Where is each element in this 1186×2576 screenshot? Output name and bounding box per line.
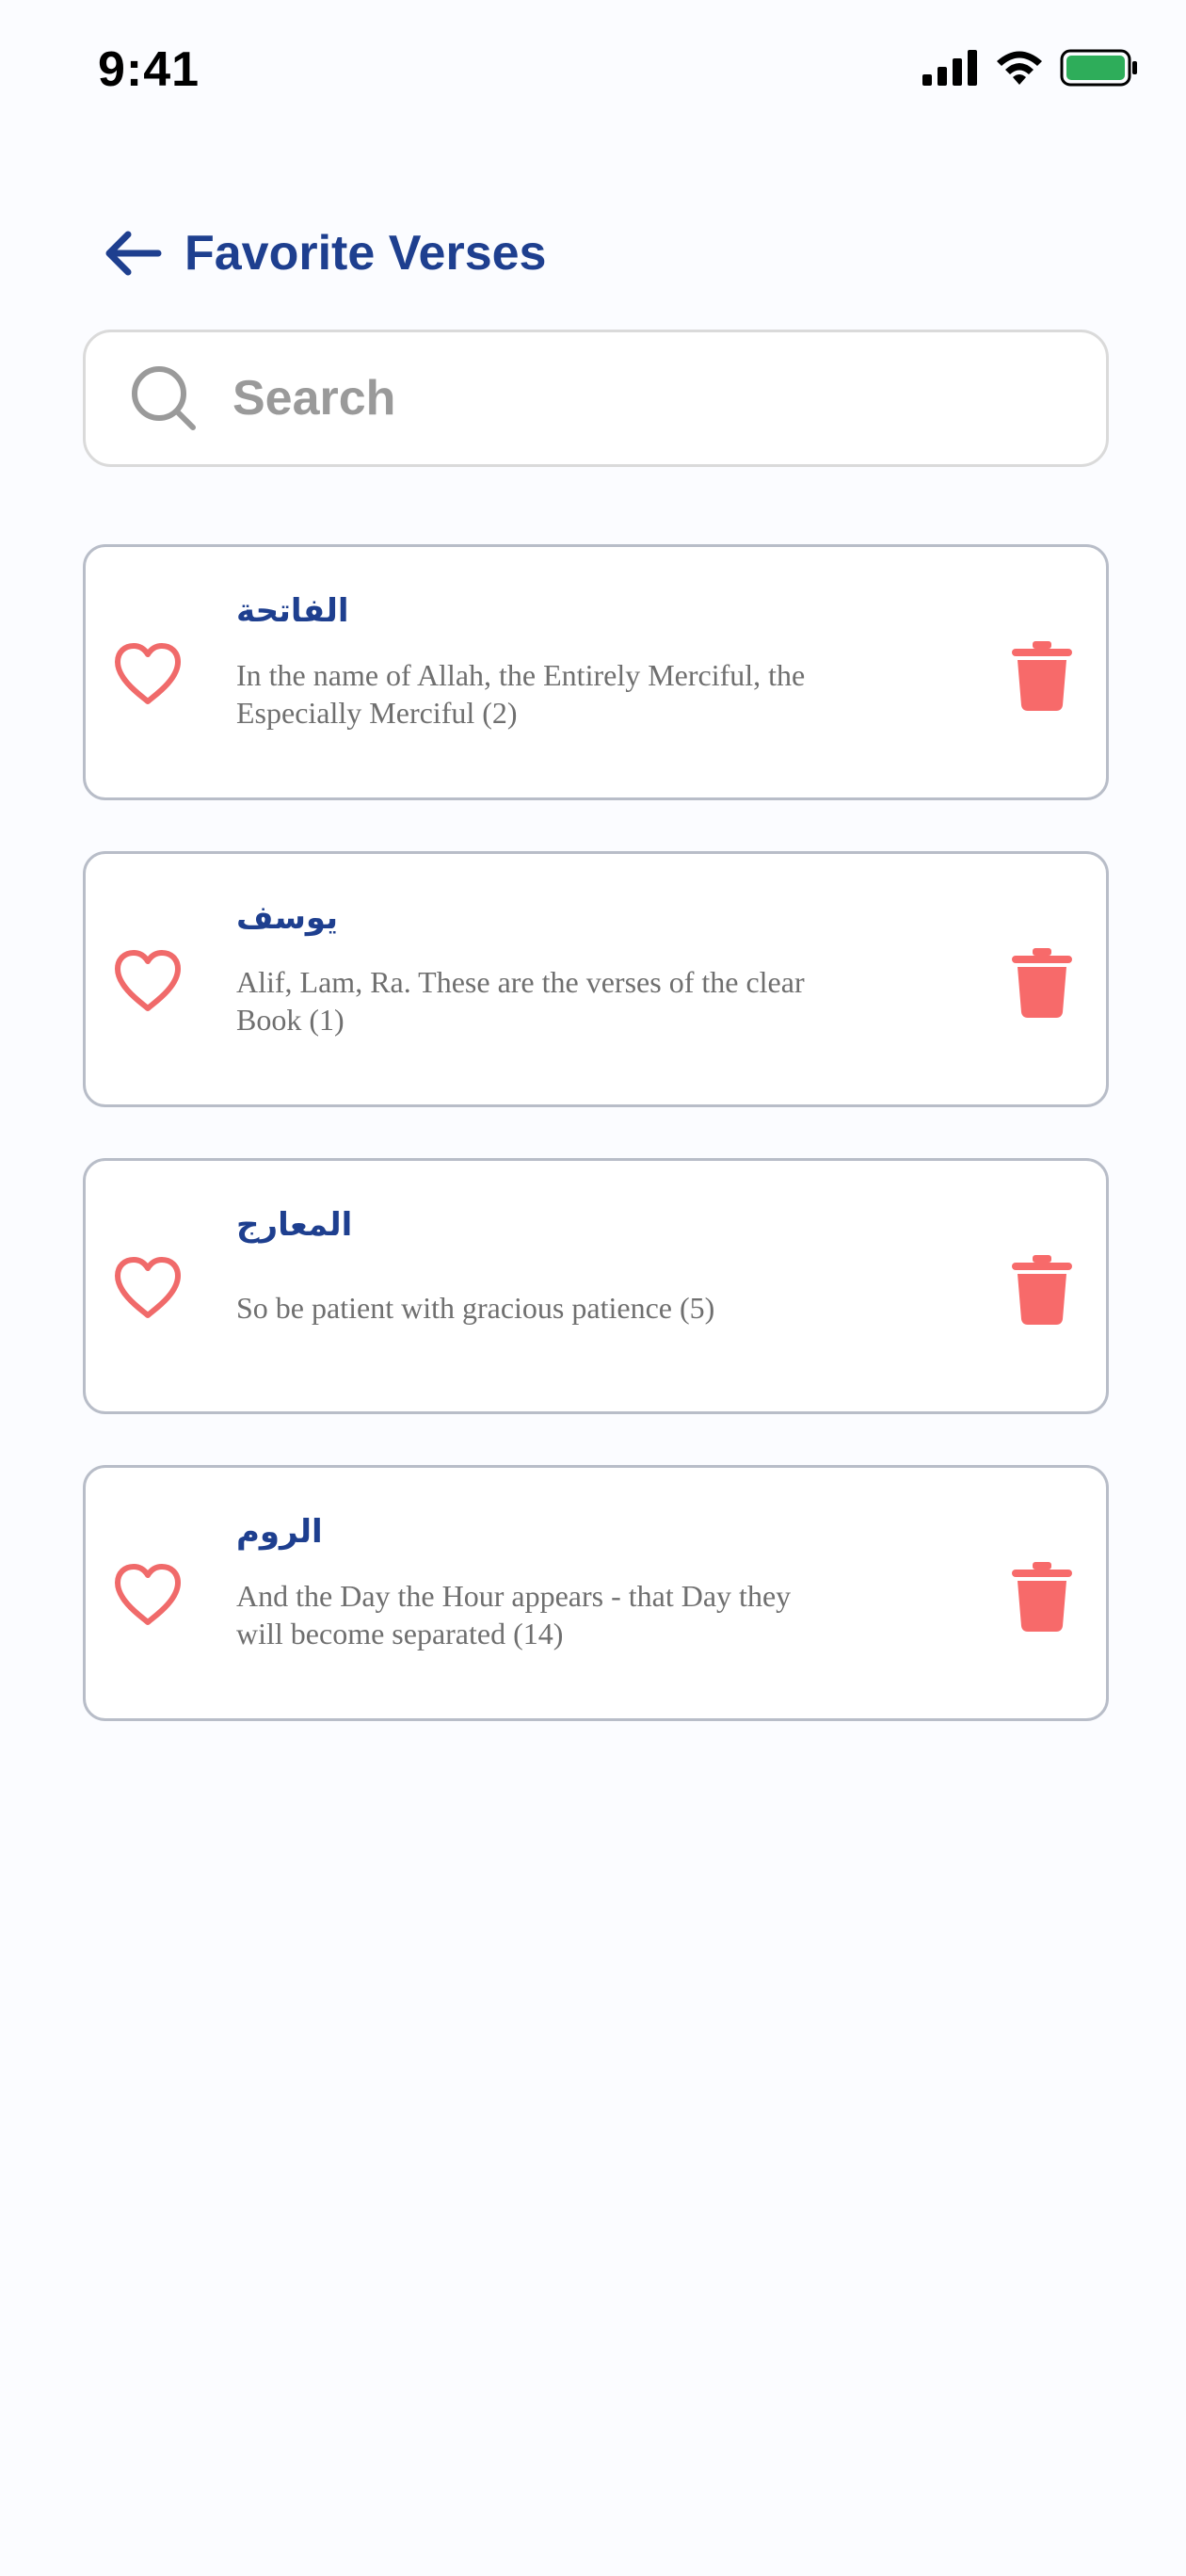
status-icons bbox=[922, 49, 1139, 91]
status-time: 9:41 bbox=[98, 42, 200, 97]
verse-list bbox=[83, 544, 1109, 1772]
search-input[interactable] bbox=[232, 370, 1033, 427]
trash-icon[interactable] bbox=[1004, 944, 1080, 1020]
verse-card[interactable] bbox=[83, 851, 1109, 1107]
verse-text: So be patient with gracious patience (5) bbox=[236, 1291, 715, 1325]
arrow-left-icon bbox=[104, 231, 162, 276]
surah-name: يوسف bbox=[236, 899, 339, 937]
surah-name: الفاتحة bbox=[236, 592, 349, 630]
verse-card[interactable] bbox=[83, 1158, 1109, 1414]
search-box[interactable] bbox=[83, 330, 1109, 467]
back-button[interactable] bbox=[102, 222, 164, 284]
verse-card[interactable] bbox=[83, 1465, 1109, 1721]
verse-text: In the name of Allah, the Entirely Merciful, the Especially Merciful (2) bbox=[236, 658, 806, 730]
status-bar bbox=[0, 0, 1186, 141]
trash-icon[interactable] bbox=[1004, 637, 1080, 713]
verse-text: And the Day the Hour appears - that Day they will become separated (14) bbox=[236, 1579, 792, 1650]
search-icon bbox=[129, 363, 199, 433]
heart-icon[interactable] bbox=[110, 1251, 185, 1327]
page-title: Favorite Verses bbox=[184, 226, 547, 281]
trash-icon[interactable] bbox=[1004, 1558, 1080, 1634]
heart-icon[interactable] bbox=[110, 637, 185, 713]
surah-name: الروم bbox=[236, 1513, 323, 1551]
verse-card[interactable] bbox=[83, 544, 1109, 800]
signal-icon bbox=[922, 50, 979, 90]
surah-name: المعارج bbox=[236, 1206, 353, 1244]
heart-icon[interactable] bbox=[110, 1558, 185, 1634]
wifi-icon bbox=[994, 49, 1045, 91]
battery-icon bbox=[1060, 49, 1139, 91]
trash-icon[interactable] bbox=[1004, 1251, 1080, 1327]
verse-text: Alif, Lam, Ra. These are the verses of the clear Book (1) bbox=[236, 965, 805, 1037]
header bbox=[102, 222, 546, 284]
heart-icon[interactable] bbox=[110, 944, 185, 1020]
